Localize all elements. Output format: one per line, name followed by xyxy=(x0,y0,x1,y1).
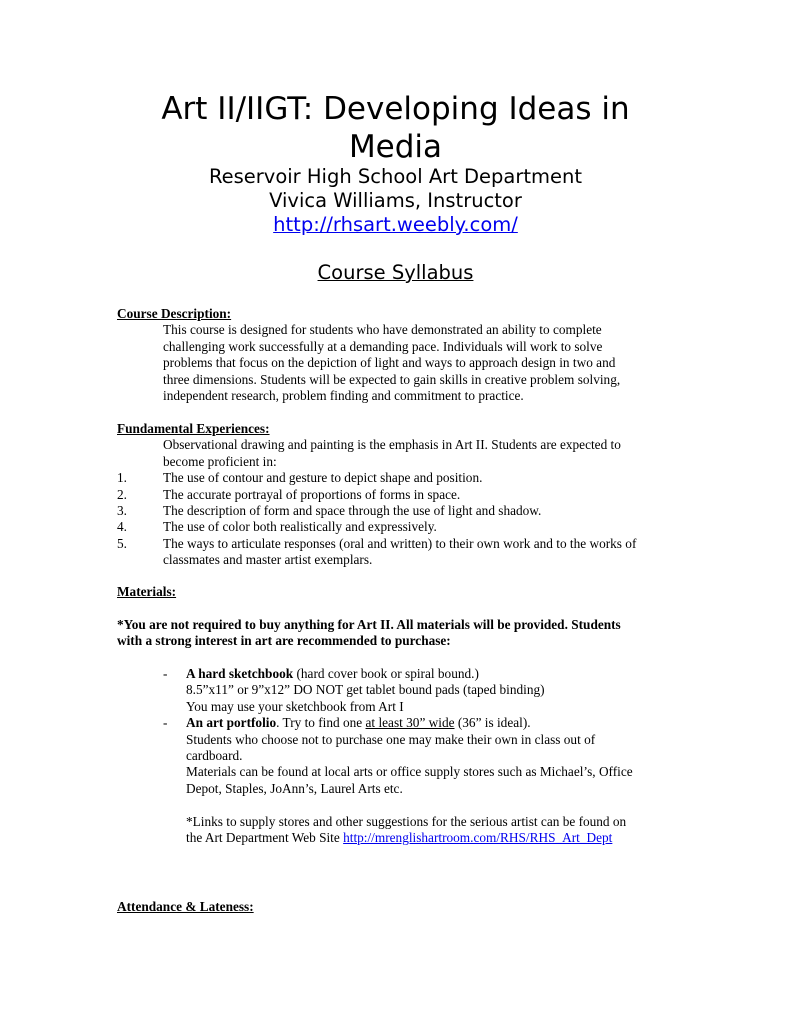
list-number: 2. xyxy=(117,486,127,502)
paragraph-line: three dimensions. Students will be expected to gain skills in creative problem solving, xyxy=(163,371,621,387)
list-text: The description of form and space through the use of light and shadow. xyxy=(163,503,542,519)
course-description-heading: Course Description: xyxy=(117,306,232,321)
item-detail-line: cardboard. xyxy=(186,748,243,764)
materials-section xyxy=(117,584,687,846)
item-name: A hard sketchbook xyxy=(186,666,294,681)
materials-notice-line: *You are not required to buy anything for Art II. All materials will be provided. Students xyxy=(117,616,621,632)
materials-item-sketchbook xyxy=(117,666,687,682)
materials-notice-line: with a strong interest in art are recommended to purchase: xyxy=(117,633,451,649)
list-number: 5. xyxy=(117,535,127,551)
fundamental-intro xyxy=(117,437,687,470)
list-number: 1. xyxy=(117,470,127,486)
supply-note-text: the Art Department Web Site xyxy=(186,830,344,846)
page-title xyxy=(0,90,791,166)
list-text: The ways to articulate responses (oral and written) to their own work and to the works of xyxy=(163,535,637,551)
item-detail-line: Depot, Staples, JoAnn’s, Laurel Arts etc. xyxy=(186,780,403,796)
list-text: The use of color both realistically and expressively. xyxy=(163,519,437,535)
document-title: Course Syllabus xyxy=(317,261,474,284)
list-item xyxy=(117,536,687,552)
item-detail-line: 8.5”x11” or 9”x12” DO NOT get tablet bound pads (taped binding) xyxy=(186,682,545,698)
item-detail-line: Materials can be found at local arts or office supply stores such as Michael’s, Office xyxy=(186,764,633,780)
fundamental-experiences-heading: Fundamental Experiences: xyxy=(117,421,270,436)
department-name: Reservoir High School Art Department xyxy=(208,165,583,188)
instructor-name: Vivica Williams, Instructor xyxy=(269,189,522,212)
materials-item-portfolio xyxy=(117,715,687,731)
title-line-2: Media xyxy=(348,129,443,165)
list-text: The use of contour and gesture to depict shape and position. xyxy=(163,470,483,486)
supply-note-line xyxy=(117,830,687,846)
paragraph-line: Observational drawing and painting is the emphasis in Art II. Students are expected to xyxy=(163,437,621,453)
list-item xyxy=(117,470,687,486)
supply-note-line: *Links to supply stores and other suggestions for the serious artist can be found on xyxy=(186,813,627,829)
item-detail: (36” is ideal). xyxy=(454,715,531,731)
art-dept-link[interactable]: http://mrenglishartroom.com/RHS/RHS_Art_Dept xyxy=(343,830,613,846)
item-detail: (hard cover book or spiral bound.) xyxy=(293,666,479,681)
paragraph-line: independent research, problem finding and commitment to practice. xyxy=(163,388,524,404)
item-detail: . Try to find one xyxy=(276,715,366,731)
list-dash: - xyxy=(163,666,168,681)
attendance-section xyxy=(117,899,687,915)
list-number: 4. xyxy=(117,519,127,535)
title-line-1: Art II/IIGT: Developing Ideas in xyxy=(161,91,630,127)
course-description-section xyxy=(117,306,687,404)
item-detail-emphasis: at least 30” wide xyxy=(365,715,455,731)
course-description-text xyxy=(117,322,687,404)
item-detail-line: Students who choose not to purchase one may make their own in class out of xyxy=(186,731,596,747)
list-number: 3. xyxy=(117,503,127,519)
materials-heading: Materials: xyxy=(117,584,177,599)
list-item xyxy=(117,503,687,519)
list-text: The accurate portrayal of proportions of forms in space. xyxy=(163,486,461,502)
list-text-continued: classmates and master artist exemplars. xyxy=(163,552,373,568)
list-item xyxy=(117,519,687,535)
paragraph-line: This course is designed for students who have demonstrated an ability to complete xyxy=(163,322,602,338)
item-detail-line: You may use your sketchbook from Art I xyxy=(186,698,404,714)
fundamental-experiences-section xyxy=(117,421,687,569)
list-dash: - xyxy=(163,715,168,731)
list-item xyxy=(117,487,687,503)
paragraph-line: become proficient in: xyxy=(163,453,277,469)
attendance-heading: Attendance & Lateness: xyxy=(117,899,254,914)
website-link[interactable]: http://rhsart.weebly.com/ xyxy=(273,213,518,236)
paragraph-line: problems that focus on the depiction of light and ways to approach design in two and xyxy=(163,355,616,371)
item-name: An art portfolio xyxy=(186,715,277,731)
paragraph-line: challenging work successfully at a demanding pace. Individuals will work to solve xyxy=(163,338,603,354)
